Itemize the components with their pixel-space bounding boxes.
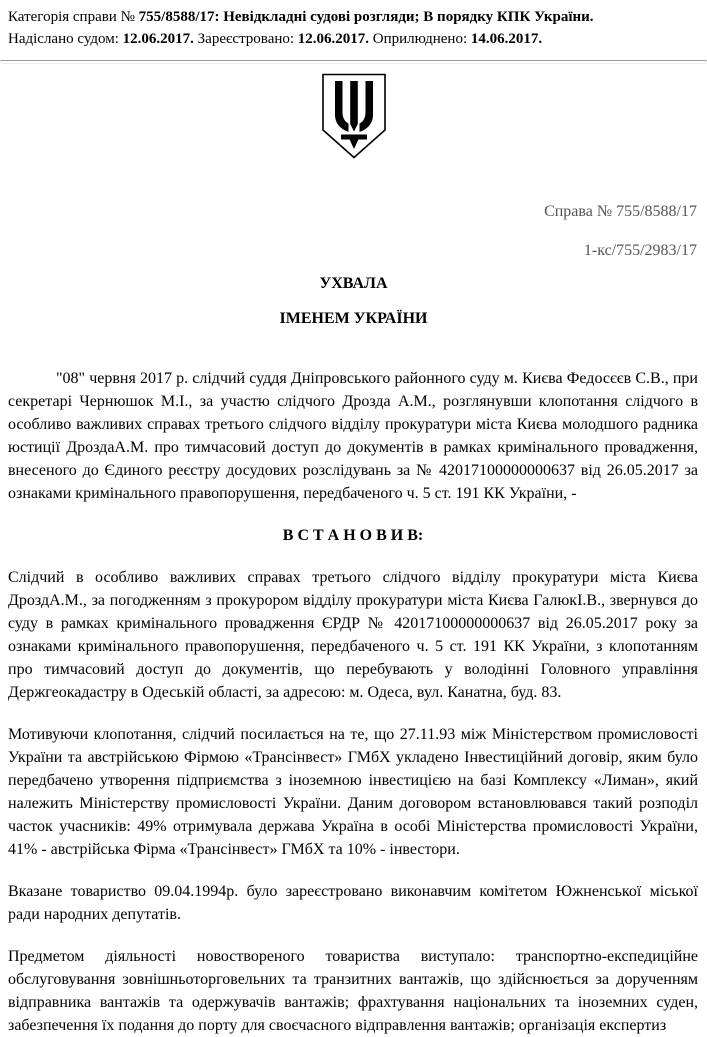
body-paragraph: Вказане товариство 09.04.1994р. було зареєстровано виконавчим комітетом Южненської міської ради народних депутатів. — [8, 883, 698, 923]
document-title: УХВАЛА — [319, 275, 388, 292]
body-paragraph: Мотивуючи клопотання, слідчий посилається на те, що 27.11.93 між Міністерством промисловості України та австрійською Фірмою «Трансінвест» ГМбХ укладено Інвестиційний договір, яким було передбачено утворення підприємства з іноземною інвестицією на базі Комплексу «Лиман», який належить Міністерству промисловості України. Даним договором встановлювався такий розподіл часток учасників: 49% отримувала держава Україна в особі Міністерства промисловості України, 41% - австрійська Фірма «Трансінвест» ГМбХ та 10% - інвестори. — [8, 726, 698, 858]
ukraine-coat-of-arms-icon — [321, 73, 387, 159]
registered-date: 12.06.2017. — [297, 31, 370, 47]
published-date: 14.06.2017. — [470, 31, 543, 47]
body-paragraph: Предметом діяльності новоствореного товариства виступало: транспортно-експедиційне обслуговування зовнішньоторговельних та транзитних вантажів, що здійснюється за дорученням відправника вантажів та одержувачів вантажів; фрахтування національних та іноземних суден, забезпечення їх подання до порту для своєчасного відправлення вантажів; організація експертиз — [8, 948, 698, 1034]
emblem-container — [0, 73, 707, 159]
header-divider — [0, 60, 707, 64]
document-subtitle: ІМЕНЕМ УКРАЇНИ — [279, 310, 428, 327]
case-category-value: 755/8588/17: Невідкладні судові розгляди; В порядку КПК України. — [138, 9, 594, 25]
case-references — [0, 203, 707, 260]
case-dates-line — [8, 28, 699, 50]
body-paragraph: Слідчий в особливо важливих справах третього слідчого відділу прокуратури міста Києва ДроздА.М., за погодженням з прокурором відділу прокуратури міста Києва ГалюкІ.В., звернувся до суду в рамках кримінального провадження ЄРДР № 42017100000000637 від 26.05.2017 року за ознаками кримінального правопорушення, передбаченого ч. 5 ст. 191 КК України, з клопотанням про тимчасовий доступ до документів, що перебувають у володінні Головного управління Держгеокадастру в Одеській області, за адресою: м. Одеса, вул. Канатна, буд. 83. — [8, 569, 698, 701]
case-number: Справа № 755/8588/17 — [544, 203, 697, 220]
case-category-label: Категорія справи № — [8, 9, 135, 25]
registered-label: Зареєстровано: — [197, 31, 295, 47]
case-category-line — [8, 6, 699, 28]
established-heading: В С Т А Н О В И В: — [282, 527, 424, 544]
sent-by-court-date: 12.06.2017. — [122, 31, 194, 47]
decision-body — [0, 367, 707, 1037]
sent-by-court-label: Надіслано судом: — [8, 31, 119, 47]
intro-paragraph: "08" червня 2017 р. слідчий суддя Дніпровського районного суду м. Києва Федосєєв С.В., при секретарі Чернюшок М.І., за участю слідчого Дрозда А.М., розглянувши клопотання слідчого в особливо важливих справах третього слідчого відділу прокуратури міста Києва молодшого радника юстиції ДроздаА.М. про тимчасовий доступ до документів в рамках кримінального провадження, внесеного до Єдиного реєстру досудових розслідувань за № 42017100000000637 від 26.05.2017 за ознаками кримінального правопорушення, передбаченого ч. 5 ст. 191 КК України, - — [8, 370, 698, 502]
case-meta-header — [0, 0, 707, 50]
published-label: Оприлюднено: — [372, 31, 468, 47]
proceeding-number: 1-кс/755/2983/17 — [583, 242, 697, 259]
